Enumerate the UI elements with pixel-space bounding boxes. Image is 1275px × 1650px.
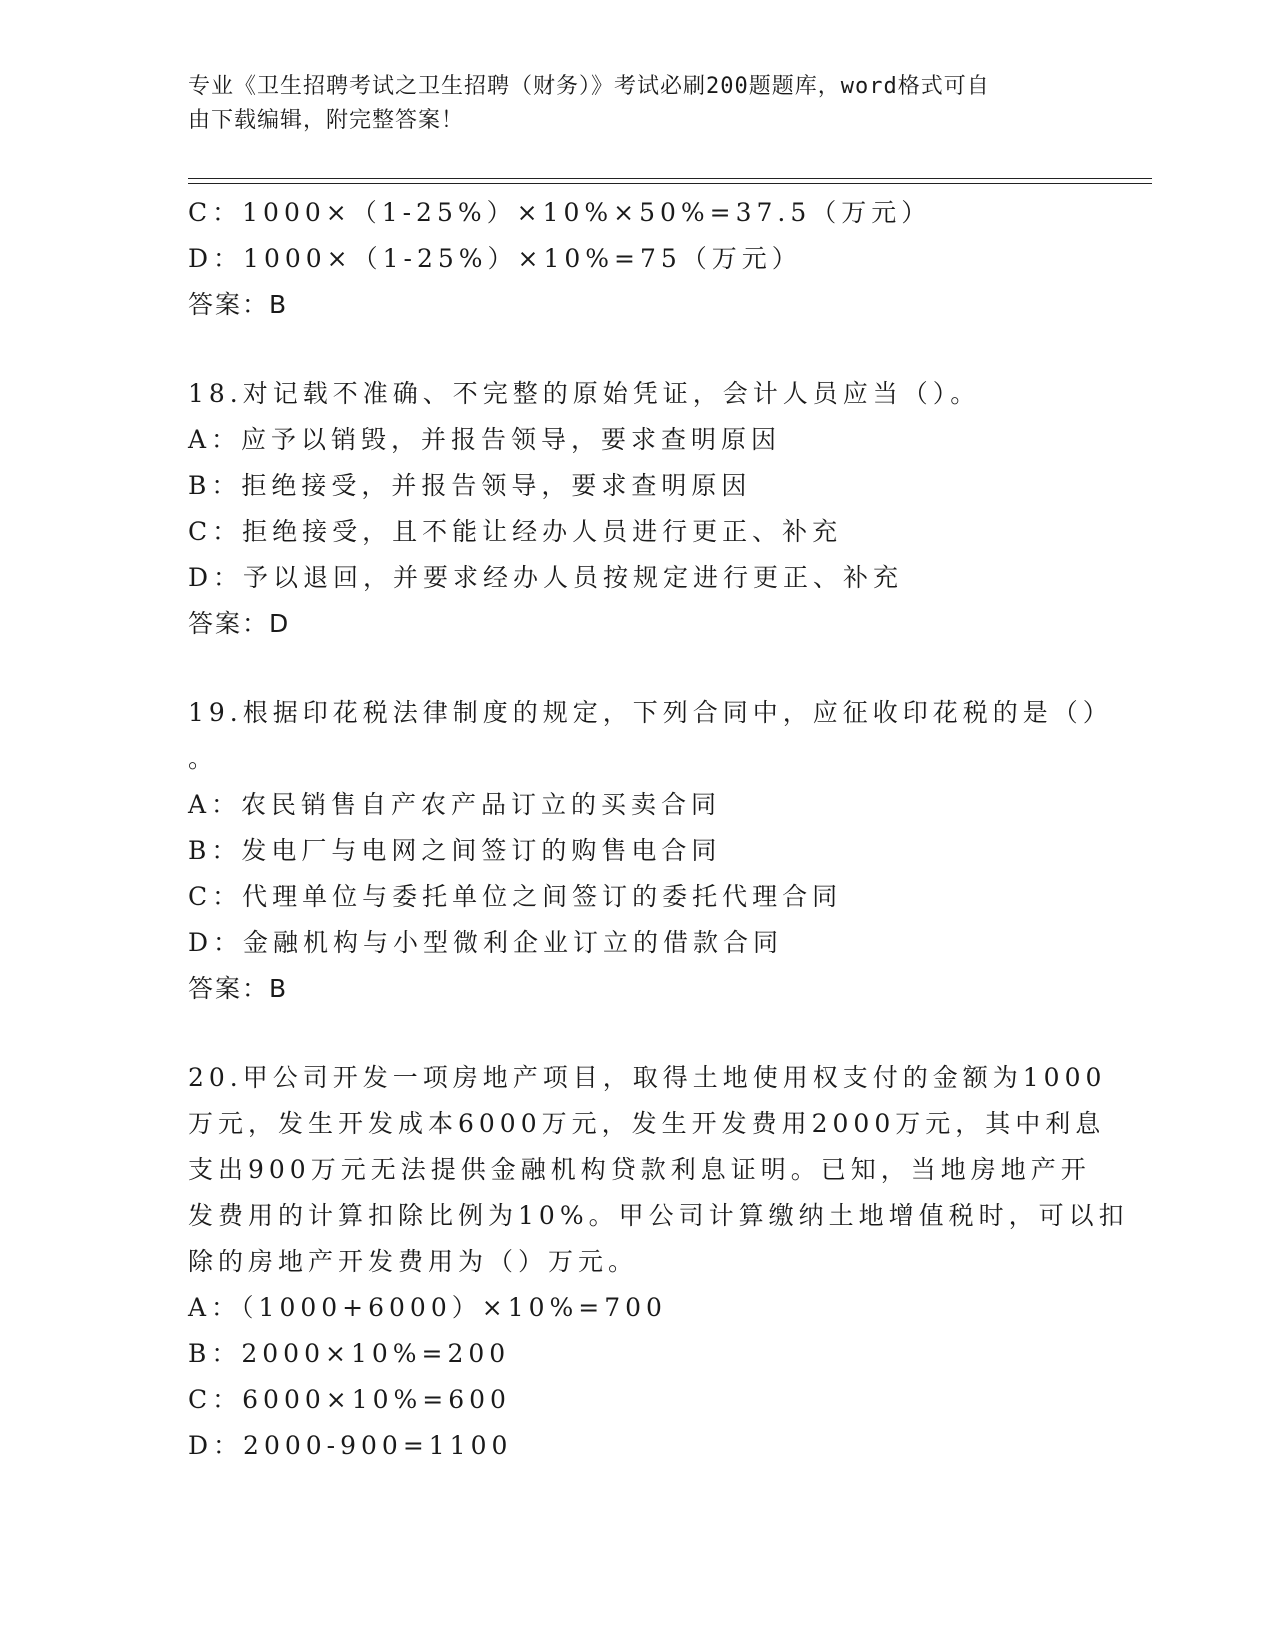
header-line-2: 由下载编辑，附完整答案！ — [188, 108, 465, 133]
option-c: C：1000×（1-25%）×10%×50%=37.5（万元） — [188, 198, 932, 227]
answer: 答案：D — [188, 609, 291, 638]
question-text-line-1: 19.根据印花税法律制度的规定，下列合同中，应征收印花税的是（） — [188, 698, 1113, 727]
option-d: D：1000×（1-25%）×10%=75（万元） — [188, 244, 802, 273]
question-18 — [188, 371, 1088, 647]
header-line-1: 专业《卫生招聘考试之卫生招聘（财务）》考试必刷200题题库，word格式可自 — [188, 74, 990, 99]
option-c: C：拒绝接受，且不能让经办人员进行更正、补充 — [188, 517, 843, 546]
header-divider-top — [188, 178, 1152, 179]
option-b: B：拒绝接受，并报告领导，要求查明原因 — [188, 471, 752, 500]
question-text-line-5: 除的房地产开发费用为（）万元。 — [188, 1247, 639, 1276]
document-header — [188, 70, 1068, 138]
option-b: B：发电厂与电网之间签订的购售电合同 — [188, 836, 722, 865]
option-d: D：金融机构与小型微利企业订立的借款合同 — [188, 928, 784, 957]
spacer — [188, 1012, 1088, 1055]
option-a: A：（1000+6000）×10%=700 — [188, 1293, 667, 1322]
option-a: A：应予以销毁，并报告领导，要求查明原因 — [188, 425, 782, 454]
spacer — [188, 647, 1088, 690]
question-text-line-2: 万元，发生开发成本6000万元，发生开发费用2000万元，其中利息 — [188, 1109, 1106, 1138]
question-text: 18.对记载不准确、不完整的原始凭证，会计人员应当（）。 — [188, 379, 981, 408]
option-b: B：2000×10%=200 — [188, 1339, 511, 1368]
answer: 答案：B — [188, 974, 289, 1003]
question-text-line-2: 。 — [188, 744, 219, 773]
question-20 — [188, 1055, 1129, 1469]
option-a: A：农民销售自产农产品订立的买卖合同 — [188, 790, 722, 819]
option-d: D：2000-900=1100 — [188, 1431, 513, 1460]
header-divider-bottom — [188, 183, 1152, 184]
option-d: D：予以退回，并要求经办人员按规定进行更正、补充 — [188, 563, 904, 592]
question-19 — [188, 690, 1113, 1012]
question-text-line-1: 20.甲公司开发一项房地产项目，取得土地使用权支付的金额为1000 — [188, 1063, 1107, 1092]
question-17-continued — [188, 190, 1088, 328]
answer: 答案：B — [188, 290, 289, 319]
spacer — [188, 328, 1088, 371]
question-text-line-4: 发费用的计算扣除比例为10%。甲公司计算缴纳土地增值税时，可以扣 — [188, 1201, 1129, 1230]
document-body — [188, 190, 1129, 1469]
option-c: C：6000×10%=600 — [188, 1385, 511, 1414]
option-c: C：代理单位与委托单位之间签订的委托代理合同 — [188, 882, 843, 911]
question-text-line-3: 支出900万元无法提供金融机构贷款利息证明。已知，当地房地产开 — [188, 1155, 1091, 1184]
